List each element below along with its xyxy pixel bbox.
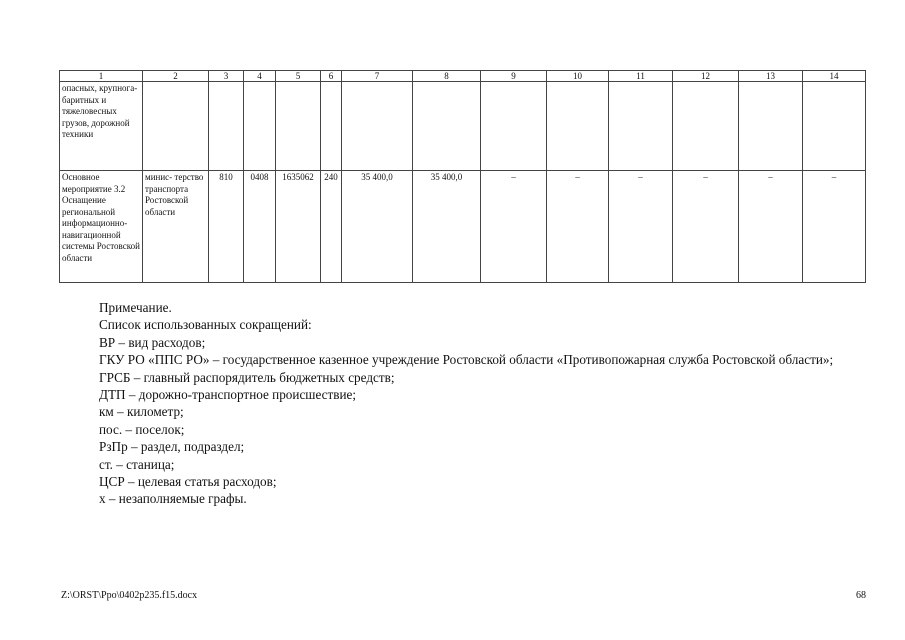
abbreviation-item: ЦСР – целевая статья расходов; (99, 474, 277, 490)
column-number: 9 (481, 71, 547, 82)
table-cell (209, 82, 244, 171)
abbreviation-item: ГКУ РО «ППС РО» – государственное казенное учреждение Ростовской области «Противопожарная служба Ростовской области»; (99, 352, 834, 368)
table-cell (276, 82, 321, 171)
abbreviation-item: РзПр – раздел, подраздел; (99, 439, 245, 455)
abbreviation-item: ГРСБ – главный распорядитель бюджетных средств; (99, 369, 395, 385)
column-number: 3 (209, 71, 244, 82)
grsb-cell: 810 (209, 171, 244, 283)
column-number: 7 (342, 71, 413, 82)
page-number: 68 (856, 590, 866, 601)
table-cell (342, 82, 413, 171)
year-amount-cell: – (803, 171, 866, 283)
budget-table (59, 70, 866, 283)
column-number: 14 (803, 71, 866, 82)
table-cell (609, 82, 673, 171)
executor-cell: минис- терство транспорта Ростовской области (143, 171, 209, 283)
table-cell (244, 82, 276, 171)
column-number: 5 (276, 71, 321, 82)
table-row (60, 171, 866, 283)
notes-section (61, 299, 867, 508)
abbreviation-item: км – километр; (99, 404, 184, 420)
rzpr-cell: 0408 (244, 171, 276, 283)
file-path: Z:\ORST\Ppo\0402p235.f15.docx (61, 590, 198, 601)
year-amount-cell: – (739, 171, 803, 283)
total-amount-cell: 35 400,0 (342, 171, 413, 283)
table-cell (673, 82, 739, 171)
column-number: 1 (60, 71, 143, 82)
table-header-row (60, 71, 866, 82)
year-amount-cell: – (481, 171, 547, 283)
abbreviation-item: х – незаполняемые графы. (99, 491, 247, 507)
table-cell (739, 82, 803, 171)
csr-cell: 1635062 (276, 171, 321, 283)
column-number: 8 (413, 71, 481, 82)
vr-cell: 240 (321, 171, 342, 283)
column-number: 4 (244, 71, 276, 82)
row-name-cell: опасных, крупнога- баритных и тяжеловесных грузов, дорожной техники (60, 82, 143, 171)
note-heading: Примечание. (99, 300, 172, 315)
column-number: 10 (547, 71, 609, 82)
table-cell (803, 82, 866, 171)
column-number: 6 (321, 71, 342, 82)
table-row (60, 82, 866, 171)
table-cell (143, 82, 209, 171)
year-amount-cell: 35 400,0 (413, 171, 481, 283)
abbreviations-heading: Список использованных сокращений: (99, 317, 312, 333)
year-amount-cell: – (673, 171, 739, 283)
row-name-cell: Основное мероприятие 3.2 Оснащение региональной информационно- навигационной системы Ростовской области (60, 171, 143, 283)
column-number: 13 (739, 71, 803, 82)
table-cell (321, 82, 342, 171)
abbreviation-item: ВР – вид расходов; (99, 334, 206, 350)
year-amount-cell: – (547, 171, 609, 283)
column-number: 2 (143, 71, 209, 82)
table-cell (413, 82, 481, 171)
table-cell (547, 82, 609, 171)
abbreviation-item: ст. – станица; (99, 456, 175, 472)
abbreviation-item: пос. – поселок; (99, 421, 185, 437)
year-amount-cell: – (609, 171, 673, 283)
table-cell (481, 82, 547, 171)
abbreviation-item: ДТП – дорожно-транспортное происшествие; (99, 387, 357, 403)
column-number: 11 (609, 71, 673, 82)
column-number: 12 (673, 71, 739, 82)
